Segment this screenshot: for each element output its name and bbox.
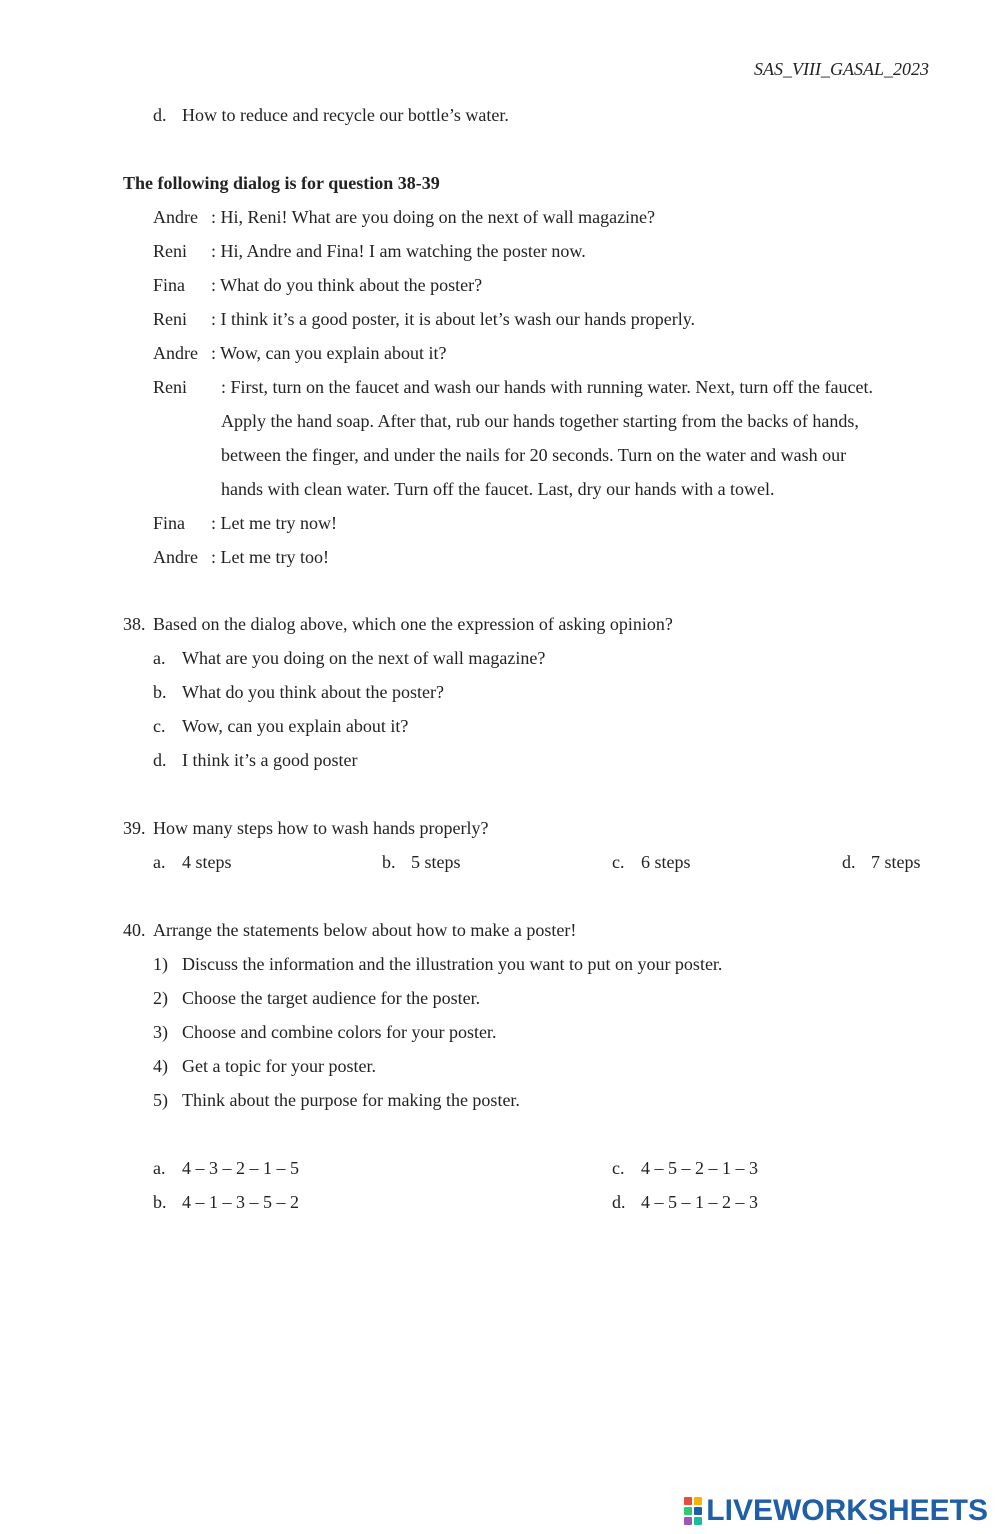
option-label: c.: [612, 852, 625, 872]
option-label: c.: [612, 1158, 625, 1178]
dialog-speaker: Reni: [153, 377, 187, 397]
option-label: a.: [153, 1158, 166, 1178]
statement-label: 4): [153, 1056, 168, 1076]
dialog-speaker: Reni: [153, 241, 187, 261]
dialog-line-continuation: hands with clean water. Turn off the faucet. Last, dry our hands with a towel.: [221, 479, 775, 499]
option-label: b.: [153, 682, 167, 702]
dialog-line: : Let me try now!: [211, 513, 337, 533]
option-text: 7 steps: [871, 852, 921, 872]
option-text: 4 – 1 – 3 – 5 – 2: [182, 1192, 299, 1212]
dialog-speaker: Reni: [153, 309, 187, 329]
option-label: a.: [153, 648, 166, 668]
option-text: Wow, can you explain about it?: [182, 716, 409, 736]
statement-label: 1): [153, 954, 168, 974]
option-label: d.: [153, 750, 167, 770]
dialog-speaker: Andre: [153, 547, 198, 567]
question-number: 40.: [123, 920, 146, 940]
option-label: a.: [153, 852, 166, 872]
option-label: d.: [842, 852, 856, 872]
option-text: 6 steps: [641, 852, 691, 872]
dialog-line: : Hi, Andre and Fina! I am watching the poster now.: [211, 241, 586, 261]
option-text: 4 – 5 – 2 – 1 – 3: [641, 1158, 758, 1178]
dialog-line: : I think it’s a good poster, it is about let’s wash our hands properly.: [211, 309, 696, 329]
dialog-speaker: Andre: [153, 207, 198, 227]
statement-text: Think about the purpose for making the poster.: [182, 1090, 520, 1110]
statement-text: Discuss the information and the illustration you want to put on your poster.: [182, 954, 723, 974]
option-label: b.: [382, 852, 396, 872]
option-text: I think it’s a good poster: [182, 750, 358, 770]
option-label: d.: [612, 1192, 626, 1212]
logo-text: LIVEWORKSHEETS: [706, 1494, 988, 1527]
statement-text: Choose the target audience for the poster.: [182, 988, 481, 1008]
option-text: 4 steps: [182, 852, 232, 872]
dialog-line: : First, turn on the faucet and wash our hands with running water. Next, turn off the faucet.: [221, 377, 874, 397]
option-text: 4 – 5 – 1 – 2 – 3: [641, 1192, 758, 1212]
option-text: What do you think about the poster?: [182, 682, 444, 702]
statement-text: Choose and combine colors for your poster.: [182, 1022, 497, 1042]
question-text: Based on the dialog above, which one the expression of asking opinion?: [153, 614, 673, 634]
document-header: SAS_VIII_GASAL_2023: [754, 59, 929, 79]
question-number: 39.: [123, 818, 146, 838]
statement-text: Get a topic for your poster.: [182, 1056, 376, 1076]
dialog-speaker: Fina: [153, 275, 186, 295]
statement-label: 5): [153, 1090, 168, 1110]
question-number: 38.: [123, 614, 146, 634]
option-text: What are you doing on the next of wall magazine?: [182, 648, 546, 668]
prev-option-label: d.: [153, 105, 167, 125]
option-label: c.: [153, 716, 166, 736]
dialog-line-continuation: Apply the hand soap. After that, rub our hands together starting from the backs of hands,: [221, 411, 859, 431]
dialog-heading: The following dialog is for question 38-39: [123, 173, 440, 193]
dialog-line: : What do you think about the poster?: [211, 275, 483, 295]
question-text: How many steps how to wash hands properly?: [153, 818, 489, 838]
statement-label: 3): [153, 1022, 168, 1042]
prev-option-text: How to reduce and recycle our bottle’s water.: [182, 105, 509, 125]
statement-label: 2): [153, 988, 168, 1008]
dialog-line: : Hi, Reni! What are you doing on the next of wall magazine?: [211, 207, 656, 227]
logo-blocks-icon: [684, 1497, 702, 1525]
dialog-line: : Wow, can you explain about it?: [211, 343, 447, 363]
dialog-line: : Let me try too!: [211, 547, 329, 567]
dialog-speaker: Fina: [153, 513, 186, 533]
option-text: 5 steps: [411, 852, 461, 872]
liveworksheets-logo[interactable]: [684, 1493, 988, 1529]
question-text: Arrange the statements below about how to make a poster!: [153, 920, 577, 940]
dialog-line-continuation: between the finger, and under the nails for 20 seconds. Turn on the water and wash our: [221, 445, 847, 465]
option-text: 4 – 3 – 2 – 1 – 5: [182, 1158, 299, 1178]
option-label: b.: [153, 1192, 167, 1212]
dialog-speaker: Andre: [153, 343, 198, 363]
